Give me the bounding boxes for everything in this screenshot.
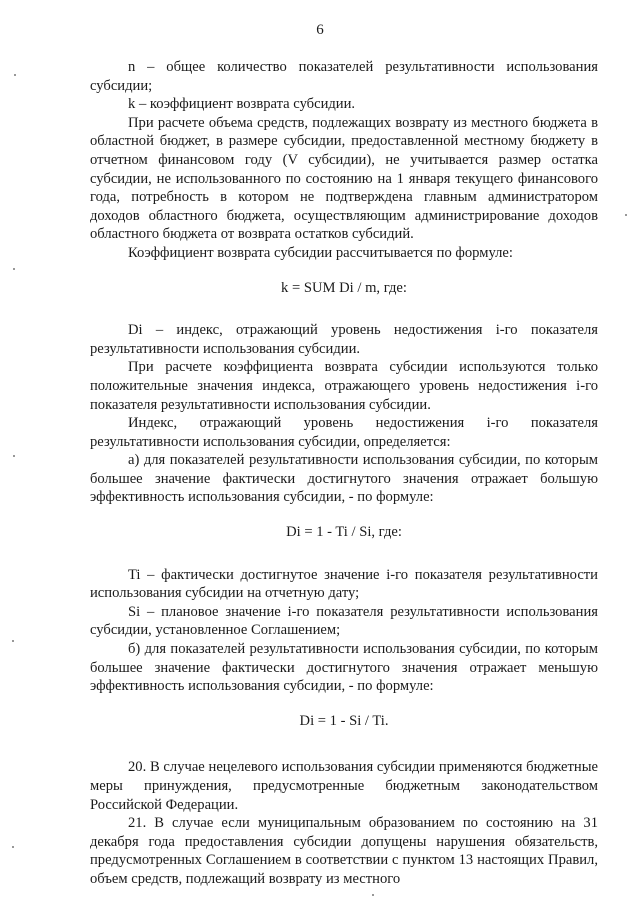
scan-speck bbox=[13, 455, 15, 457]
paragraph-case-a: а) для показателей результативности использования субсидии, по которым большее значение фактически достигнутого значения отражает большую эффективность использования субсидии, - по формуле: bbox=[90, 452, 598, 506]
paragraph-si-definition: Si – плановое значение i-го показателя результативности использования субсидии, установленное Соглашением; bbox=[90, 603, 598, 639]
paragraph-return-coefficient-intro: Коэффициент возврата субсидии рассчитывается по формуле: bbox=[128, 244, 513, 261]
document-body bbox=[90, 58, 598, 889]
paragraph-n-definition: n – общее количество показателей результативности использования субсидии; bbox=[90, 59, 598, 94]
formula-di-b: Di = 1 - Si / Ti. bbox=[299, 712, 389, 729]
paragraph-di-definition: Di – индекс, отражающий уровень недостижения i-го показателя результативности использования субсидии. bbox=[90, 322, 598, 357]
scan-speck bbox=[12, 846, 14, 848]
scan-speck bbox=[12, 640, 14, 642]
page-number: 6 bbox=[316, 22, 324, 38]
formula-k: k = SUM Di / m, где: bbox=[281, 279, 407, 296]
paragraph-ti-definition: Ti – фактически достигнутое значение i-го показателя результативности использования субсидии на отчетную дату; bbox=[90, 566, 598, 602]
scan-speck bbox=[372, 894, 374, 896]
paragraph-positive-values: При расчете коэффициента возврата субсидии используются только положительные значения индекса, отражающего уровень недостижения i-го показателя результативности использования субсидии. bbox=[90, 359, 598, 413]
paragraph-index-determined: Индекс, отражающий уровень недостижения i-го показателя результативности использования субсидии, определяется: bbox=[90, 415, 598, 450]
formula-di-a: Di = 1 - Ti / Si, где: bbox=[286, 524, 402, 541]
paragraph-k-definition: k – коэффициент возврата субсидии. bbox=[128, 96, 356, 113]
scan-speck bbox=[13, 268, 15, 270]
paragraph-case-b: б) для показателей результативности использования субсидии, по которым большее значение фактически достигнутого значения отражает меньшую эффективность использования субсидии, - по формуле: bbox=[90, 641, 598, 695]
paragraph-clause-20: 20. В случае нецелевого использования субсидии применяются бюджетные меры принуждения, предусмотренные бюджетным законодательством Российской Федерации. bbox=[90, 759, 598, 813]
scan-speck bbox=[14, 74, 16, 76]
paragraph-clause-21: 21. В случае если муниципальным образованием по состоянию на 31 декабря года предоставления субсидии допущены нарушения обязательств, предусмотренных Соглашением в соответствии с пунктом 13 настоящих Правил, объем средств, подлежащий возврату из местного bbox=[90, 815, 598, 887]
paragraph-subsidy-remainder: При расчете объема средств, подлежащих возврату из местного бюджета в областной бюджет, в размере субсидии, предоставленной местному бюджету в отчетном финансовом году (V субсидии), не учитывается размер остатка субсидии, не использованного по состоянию на 1 января текущего финансового года, потребность в котором не подтверждена главным администратором доходов областного бюджета, осуществляющим администрирование доходов областного бюджета от возврата остатков субсидий. bbox=[90, 114, 598, 243]
scan-speck bbox=[625, 214, 627, 216]
